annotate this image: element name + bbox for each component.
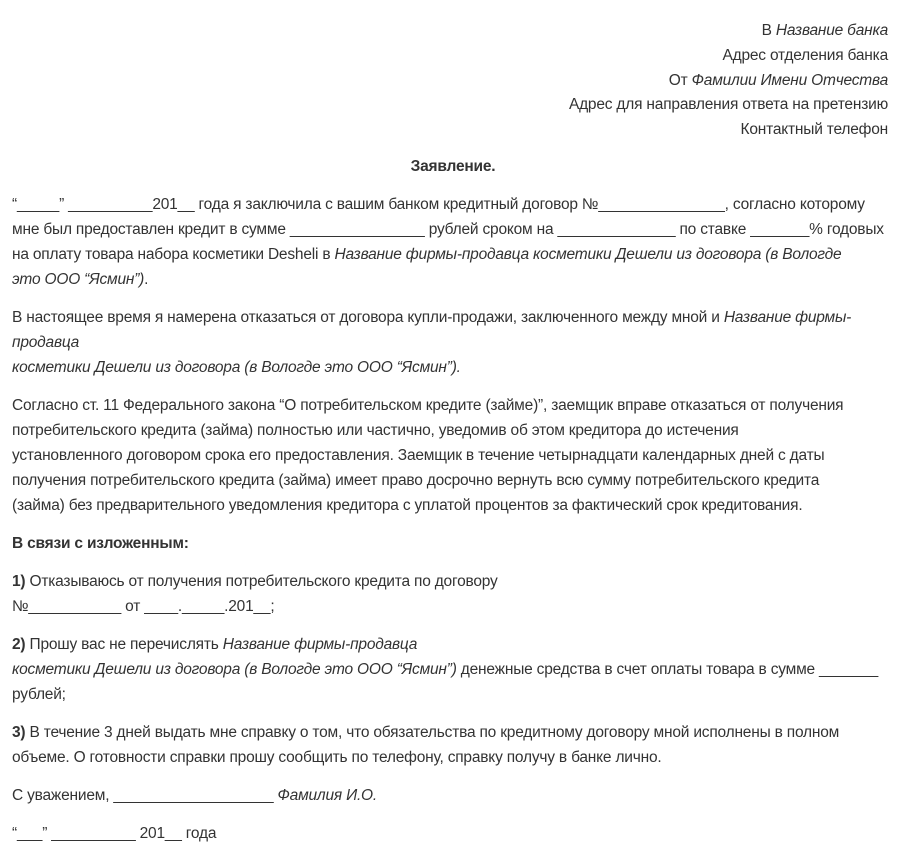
document-title: Заявление. (410, 158, 496, 175)
paragraph-line (12, 217, 892, 242)
header-line (569, 93, 888, 118)
text: денежные средства в счет оплаты товара в сумме _______ (456, 661, 878, 678)
text: С уважением, ___________________ (12, 787, 278, 804)
text: Адрес для направления ответа на претензию (568, 96, 888, 114)
italic-text: косметики Дешели из договора (в Вологде это ООО “Ясмин”). (12, 359, 461, 376)
paragraph (12, 192, 892, 292)
italic-text: Название банка (775, 22, 888, 39)
paragraph (12, 393, 892, 518)
text: №___________ от ____._____.201__; (12, 598, 275, 615)
text: Прошу вас не перечислять (25, 636, 223, 653)
text: получения потребительского кредита (займа) имеет право досрочно вернуть всю сумму потребительского кредита (12, 472, 820, 489)
paragraph-line (12, 443, 892, 468)
header-line (569, 118, 888, 143)
paragraph-line (12, 393, 892, 418)
text: Согласно ст. 11 Федерального закона “О потребительском кредите (займе)”, заемщик вправе отказаться от получения (12, 397, 844, 414)
paragraph-line (12, 192, 892, 217)
text: на оплату товара набора косметики Desheli в (12, 246, 335, 263)
italic-text: Фамилия И.О. (277, 787, 378, 804)
paragraph-line (12, 418, 892, 443)
paragraph (12, 305, 892, 380)
paragraph (12, 569, 892, 619)
paragraph-line (12, 468, 892, 493)
paragraph-line (12, 569, 892, 594)
text: потребительского кредита (займа) полностью или частично, уведомив об этом кредитора до истечения (12, 422, 739, 439)
paragraph-line (12, 242, 892, 267)
italic-text: Название фирмы- (723, 309, 852, 326)
paragraph-line (12, 594, 892, 619)
paragraph-line (12, 330, 892, 355)
paragraph-line (12, 682, 892, 707)
paragraph-line (12, 821, 892, 846)
text: Контактный телефон (740, 121, 888, 139)
bold-text: 1) (12, 573, 26, 590)
bold-text: В связи с изложенным: (12, 535, 189, 552)
paragraph-line (12, 355, 892, 380)
paragraph (12, 531, 892, 556)
text: установленного договором срока его предоставления. Заемщик в течение четырнадцати календарных дней с даты (12, 447, 825, 464)
bold-text: 2) (12, 636, 26, 653)
paragraph (12, 632, 892, 707)
text: рублей; (12, 686, 66, 703)
paragraph-line (12, 531, 892, 556)
italic-text: это ООО “Ясмин”) (12, 271, 145, 288)
italic-text: косметики Дешели из договора (в Вологде это ООО “Ясмин”) (12, 661, 457, 678)
paragraph-line (12, 493, 892, 518)
text: Отказываюсь от получения потребительского кредита по договору (25, 573, 498, 590)
italic-text: Название фирмы-продавца косметики Дешели из договора (в Вологде (334, 246, 842, 263)
document-body (12, 192, 892, 859)
italic-text: продавца (12, 334, 80, 351)
text: (займа) без предварительного уведомления кредитора с уплатой процентов за фактический срок кредитования. (12, 497, 803, 514)
text: мне был предоставлен кредит в сумме ________________ рублей сроком на ______________ по ставке _______% годовых (12, 221, 884, 238)
paragraph-line (12, 783, 892, 808)
header-line (569, 69, 888, 94)
paragraph-line (12, 632, 892, 657)
text: В настоящее время я намерена отказаться от договора купли-продажи, заключенного между мной и (12, 309, 724, 326)
paragraph-line (12, 305, 892, 330)
italic-text: Название фирмы-продавца (222, 636, 418, 653)
paragraph (12, 783, 892, 808)
text: Адрес отделения банка (722, 46, 888, 64)
paragraph (12, 821, 892, 846)
header-line (569, 19, 888, 44)
paragraph-line (12, 657, 892, 682)
text: В течение 3 дней выдать мне справку о том, что обязательства по кредитному договору мной исполнены в полном (25, 724, 840, 741)
header-line (569, 44, 888, 69)
text: В (761, 22, 776, 39)
paragraph-line (12, 267, 892, 292)
paragraph-line (12, 720, 892, 745)
text: “_____” __________201__ года я заключила с вашим банком кредитный договор №_______________, согласно которому (12, 196, 865, 213)
text: . (144, 271, 149, 288)
text: объеме. О готовности справки прошу сообщить по телефону, справку получу в банке лично. (12, 749, 662, 766)
bold-text: 3) (12, 724, 26, 741)
paragraph (12, 720, 892, 770)
paragraph-line (12, 745, 892, 770)
text: От (668, 71, 692, 89)
addressee-block (569, 19, 888, 143)
italic-text: Фамилии Имени Отчества (691, 71, 888, 89)
text: “___” __________ 201__ года (12, 825, 217, 842)
